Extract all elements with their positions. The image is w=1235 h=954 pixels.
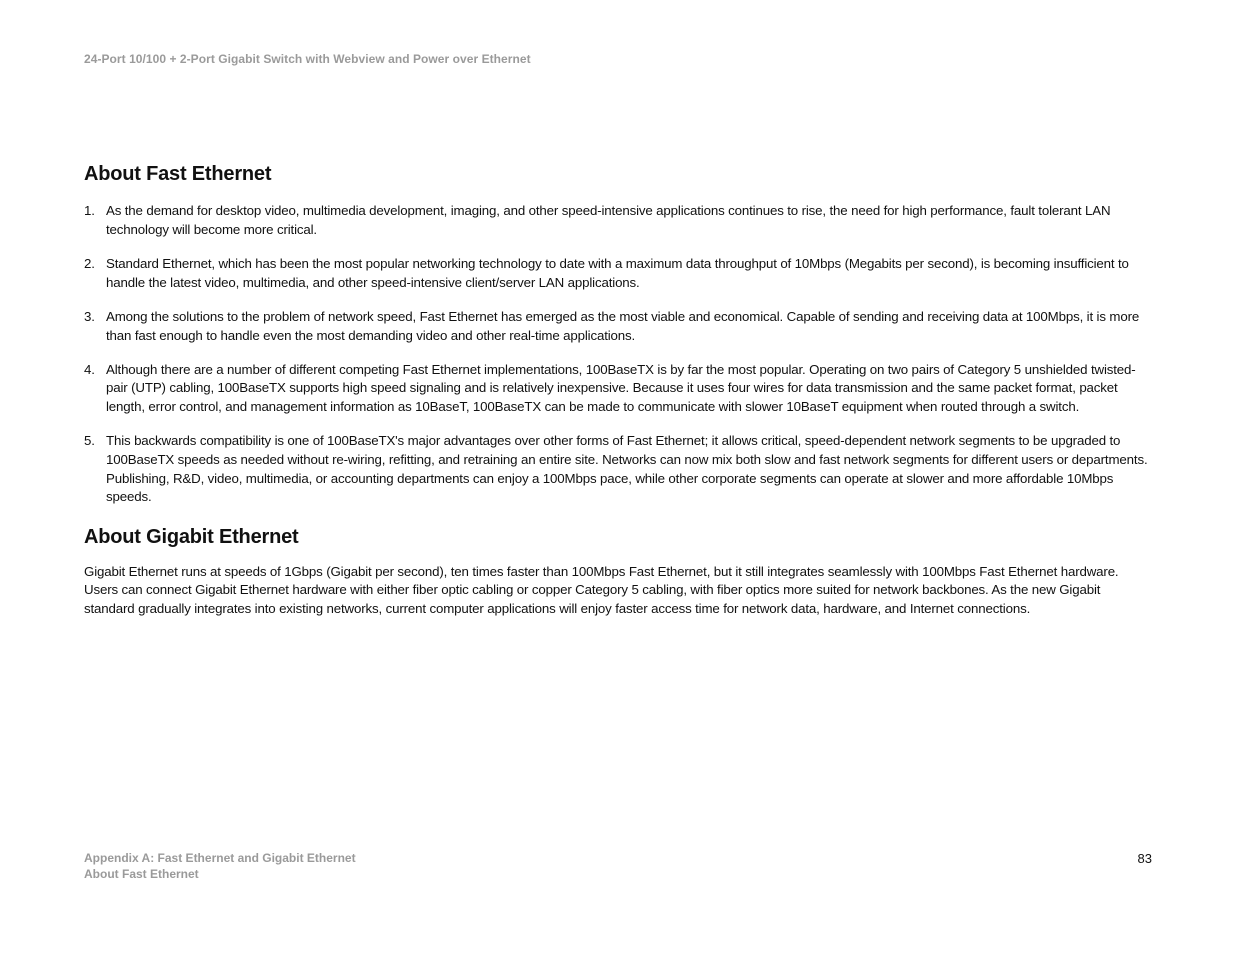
list-item [84,202,1154,239]
page-content [84,160,1154,619]
list-item-text: Although there are a number of different competing Fast Ethernet implementations, 100BaseTX is by far the most popular. Operating on two pairs of Category 5 unshielded twisted-pair (UTP) cabling, 100BaseTX supports high speed signaling and is relatively inexpensive. Because it uses four wires for data transmission and the same packet format, packet length, error control, and management information as 10BaseT, 100BaseTX can be made to communicate with slower 10BaseT equipment when routed through a switch. [106,361,1136,415]
list-item-number: 2. [84,255,95,271]
list-item-text: Among the solutions to the problem of network speed, Fast Ethernet has emerged as the most viable and economical. Capable of sending and receiving data at 100Mbps, it is more than fast enough to handle even the most demanding video and other real-time applications. [106,308,1140,343]
running-header: 24-Port 10/100 + 2-Port Gigabit Switch with Webview and Power over Ethernet [84,52,531,66]
list-item-text: Standard Ethernet, which has been the most popular networking technology to date with a maximum data throughput of 10Mbps (Megabits per second), is becoming insufficient to handle the latest video, multimedia, and other speed-intensive client/server LAN applications. [106,255,1129,290]
list-item-number: 5. [84,433,95,449]
list-item-number: 1. [84,203,95,218]
section-about-fast-ethernet [84,160,1154,507]
footer-breadcrumb [84,850,356,882]
section-heading: About Gigabit Ethernet [84,525,299,548]
section-about-gigabit-ethernet [84,523,1154,619]
body-paragraph: Gigabit Ethernet runs at speeds of 1Gbps (Gigabit per second), ten times faster than 100Mbps Fast Ethernet, but it still integrates seamlessly with 100Mbps Fast Ethernet hardware. Users can connect Gigabit Ethernet hardware with either fiber optic cabling or copper Category 5 cabling, with fiber optics more suited for network backbones. As the new Gigabit standard gradually integrates into existing networks, current computer applications will enjoy faster access time for network data, hardware, and Internet connections. [84,563,1119,617]
list-item-text: This backwards compatibility is one of 100BaseTX's major advantages over other forms of Fast Ethernet; it allows critical, speed-dependent network segments to be upgraded to 100BaseTX speeds as needed without re-wiring, refitting, and retraining an entire site. Networks can now mix both slow and fast network segments for different users or departments. Publishing, R&D, video, multimedia, or accounting departments can enjoy a 100Mbps pace, while other corporate segments can operate at slower and more affordable 10Mbps speeds. [106,433,1148,505]
list-item [84,255,1154,292]
list-item [84,308,1154,345]
list-item-number: 4. [84,361,95,377]
footer-section: About Fast Ethernet [84,867,199,881]
section-heading: About Fast Ethernet [84,163,272,185]
list-item-text: As the demand for desktop video, multimedia development, imaging, and other speed-intensive applications continues to rise, the need for high performance, fault tolerant LAN technology will become more critical. [106,203,1111,237]
page-number: 83 [1137,851,1152,866]
list-item-number: 3. [84,308,95,324]
list-item [84,361,1154,417]
numbered-list [84,202,1154,507]
list-item [84,432,1154,507]
footer-chapter: Appendix A: Fast Ethernet and Gigabit Ethernet [84,851,356,865]
